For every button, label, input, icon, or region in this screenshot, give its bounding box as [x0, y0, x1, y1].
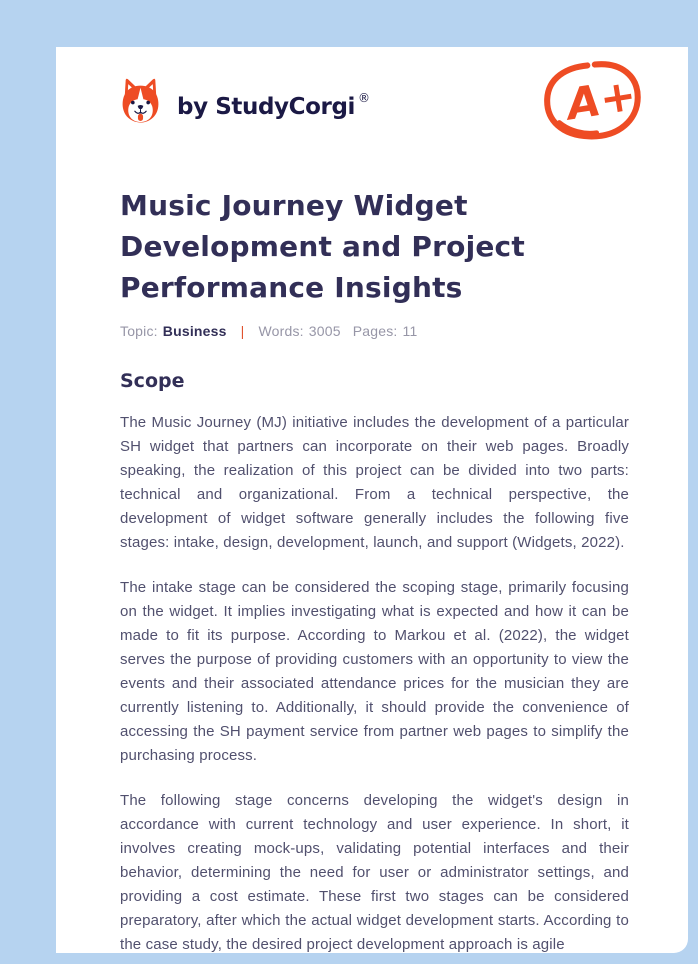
topic-value: Business	[162, 323, 227, 339]
meta-separator: |	[240, 323, 245, 339]
grade-badge-text: A+	[563, 70, 640, 131]
body-paragraph-1: The Music Journey (MJ) initiative includes the development of a particular SH widget that partners can incorporate on their web pages. Broadly speaking, the realization of this project can be divided into two parts: technical and organizational. From a technical perspective, the development of widget software generally includes the following five stages: intake, design, development, launch, and support (Widgets, 2022).	[120, 414, 629, 551]
words-value: 3005	[308, 323, 341, 339]
body-paragraph-3: The following stage concerns developing the widget's design in accordance with current technology and user experience. In short, it involves creating mock-ups, validating potential interfaces and their behavior, determining the need for user or administrator settings, and providing a cost estimate. These first two stages can be considered preparatory, after which the actual widget development starts. According to the case study, the desired project development approach is agile	[120, 792, 629, 953]
body-paragraph-2: The intake stage can be considered the scoping stage, primarily focusing on the widget. It implies investigating what is expected and how it can be made to fit its purpose. According to Markou et al. (2022), the widget serves the purpose of providing customers with an opportunity to view the events and their associated attendance prices for the musician they are currently listening to. Additionally, it should provide the convenience of accessing the SH payment service from partner web pages to simplify the purchasing process.	[120, 579, 629, 764]
document-card	[56, 47, 688, 953]
corgi-icon	[118, 76, 163, 126]
article-meta	[120, 323, 629, 339]
topic-label: Topic:	[120, 323, 158, 339]
pages-label: Pages:	[352, 323, 398, 339]
pages-count	[353, 323, 418, 339]
title-line-1: Music Journey Widget	[120, 189, 468, 222]
title-line-3: Performance Insights	[120, 271, 463, 304]
pages-value: 11	[402, 323, 418, 339]
logo-text: by StudyCorgi	[177, 93, 356, 120]
studycorgi-logo[interactable]	[118, 76, 370, 126]
site-header	[120, 47, 640, 185]
logo-wordmark	[177, 84, 370, 119]
page-title	[120, 185, 629, 308]
registered-trademark-symbol: ®	[358, 90, 370, 105]
section-heading-scope: Scope	[120, 370, 185, 392]
words-label: Words:	[258, 323, 304, 339]
words-count	[258, 323, 340, 339]
title-line-2: Development and Project	[120, 230, 525, 263]
a-plus-grade-badge-icon	[539, 58, 645, 142]
